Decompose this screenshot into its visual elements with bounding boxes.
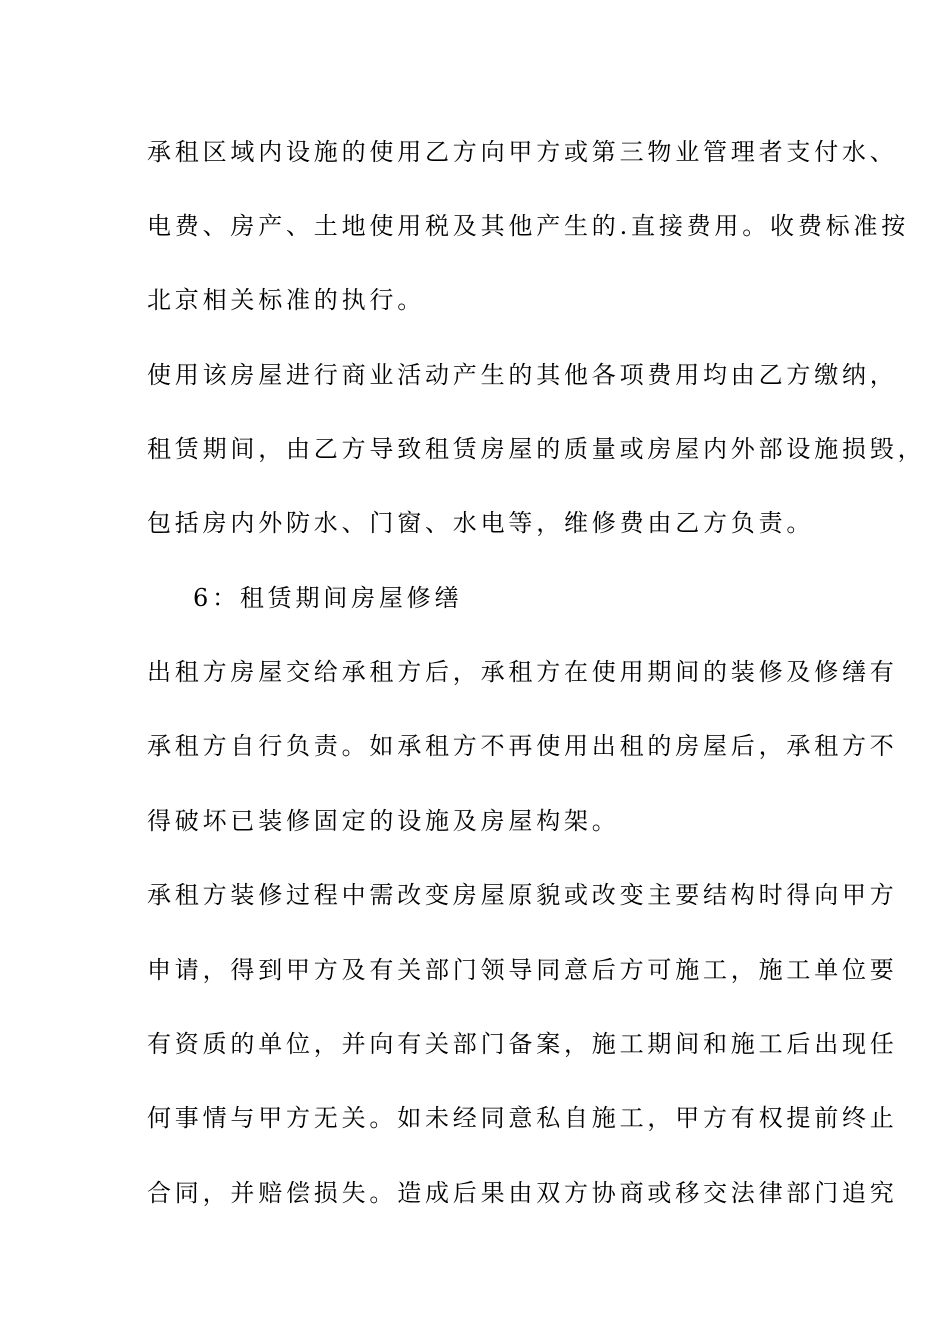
text-line: 承租方装修过程中需改变房屋原貌或改变主要结构时得向甲方 — [147, 881, 898, 909]
text-line: 申请，得到甲方及有关部门领导同意后方可施工，施工单位要 — [147, 956, 898, 984]
text-line: 包括房内外防水、门窗、水电等，维修费由乙方负责。 — [147, 509, 815, 537]
text-line: 何事情与甲方无关。如未经同意私自施工，甲方有权提前终止 — [147, 1104, 898, 1132]
text-line: 承租区域内设施的使用乙方向甲方或第三物业管理者支付水、 — [147, 138, 898, 166]
section-heading: 6：租赁期间房屋修缮 — [193, 584, 463, 612]
text-line: 出租方房屋交给承租方后，承租方在使用期间的装修及修缮有 — [147, 658, 898, 686]
text-line: 租赁期间，由乙方导致租赁房屋的质量或房屋内外部设施损毁， — [147, 435, 926, 463]
text-line: 合同，并赔偿损失。造成后果由双方协商或移交法律部门追究 — [147, 1179, 898, 1207]
text-line: 得破坏已装修固定的设施及房屋构架。 — [147, 807, 620, 835]
text-line: 电费、房产、土地使用税及其他产生的.直接费用。收费标准按 — [147, 212, 910, 240]
text-line: 有资质的单位，并向有关部门备案，施工期间和施工后出现任 — [147, 1030, 898, 1058]
text-line: 承租方自行负责。如承租方不再使用出租的房屋后，承租方不 — [147, 732, 898, 760]
text-line: 北京相关标准的执行。 — [147, 286, 425, 314]
text-line: 使用该房屋进行商业活动产生的其他各项费用均由乙方缴纳， — [147, 361, 898, 389]
